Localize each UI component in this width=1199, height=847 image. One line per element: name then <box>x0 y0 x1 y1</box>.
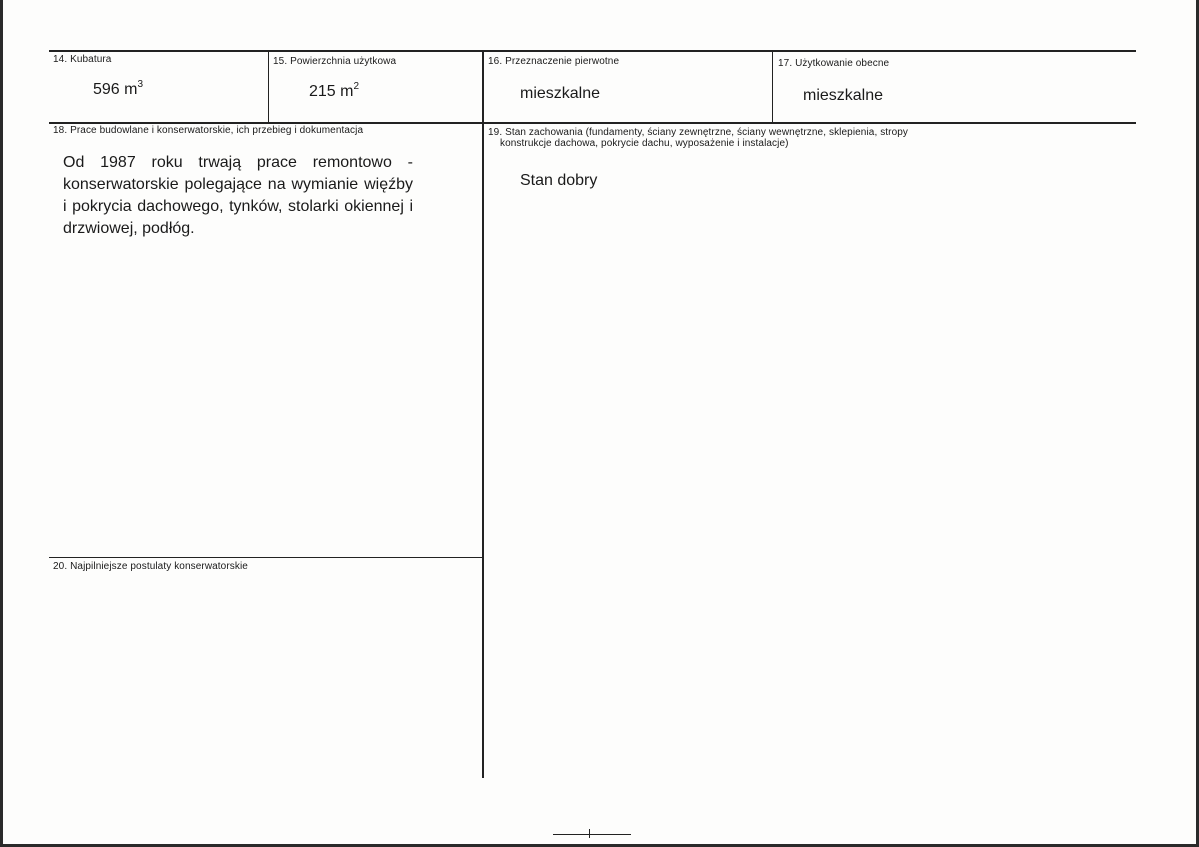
field-16-label: 16. Przeznaczenie pierwotne <box>488 56 620 67</box>
col-divider-15 <box>268 50 269 123</box>
field-15-value <box>309 82 359 102</box>
area-number: 215 m <box>309 83 354 100</box>
field-19-value: Stan dobry <box>520 172 598 189</box>
area-unit-exponent: 2 <box>353 81 360 92</box>
field-19-label-line1: 19. Stan zachowania (fundamenty, ściany zewnętrzne, ściany wewnętrzne, sklepienia, stropy <box>488 127 909 138</box>
field-16-value: mieszkalne <box>520 85 601 102</box>
field-15-label: 15. Powierzchnia użytkowa <box>273 56 397 67</box>
field-18-label: 18. Prace budowlane i konserwatorskie, ich przebieg i dokumentacja <box>53 125 364 136</box>
field-18-value: Od 1987 roku trwają prace remontowo - konserwatorskie polegające na wymianie więźby i pokrycia dachowego, tynków, stolarki okiennej i drzwiowej, podłóg. <box>63 154 413 237</box>
row-divider <box>49 122 1136 124</box>
field-17-value: mieszkalne <box>803 87 884 104</box>
section-20-divider <box>49 557 483 558</box>
field-17-label: 17. Użytkowanie obecne <box>778 58 890 69</box>
bottom-mark <box>553 834 631 835</box>
col-divider-17 <box>772 50 773 123</box>
bottom-tick <box>589 829 590 838</box>
top-rule <box>49 50 1136 52</box>
volume-unit-exponent: 3 <box>137 79 144 90</box>
field-19-label-line2: konstrukcje dachowa, pokrycie dachu, wyposażenie i instalacje) <box>500 138 789 149</box>
col-divider-16 <box>482 50 484 778</box>
field-14-value <box>93 80 143 100</box>
field-14-label: 14. Kubatura <box>53 54 112 65</box>
field-20-label: 20. Najpilniejsze postulaty konserwatorskie <box>53 561 248 572</box>
volume-number: 596 m <box>93 81 138 98</box>
